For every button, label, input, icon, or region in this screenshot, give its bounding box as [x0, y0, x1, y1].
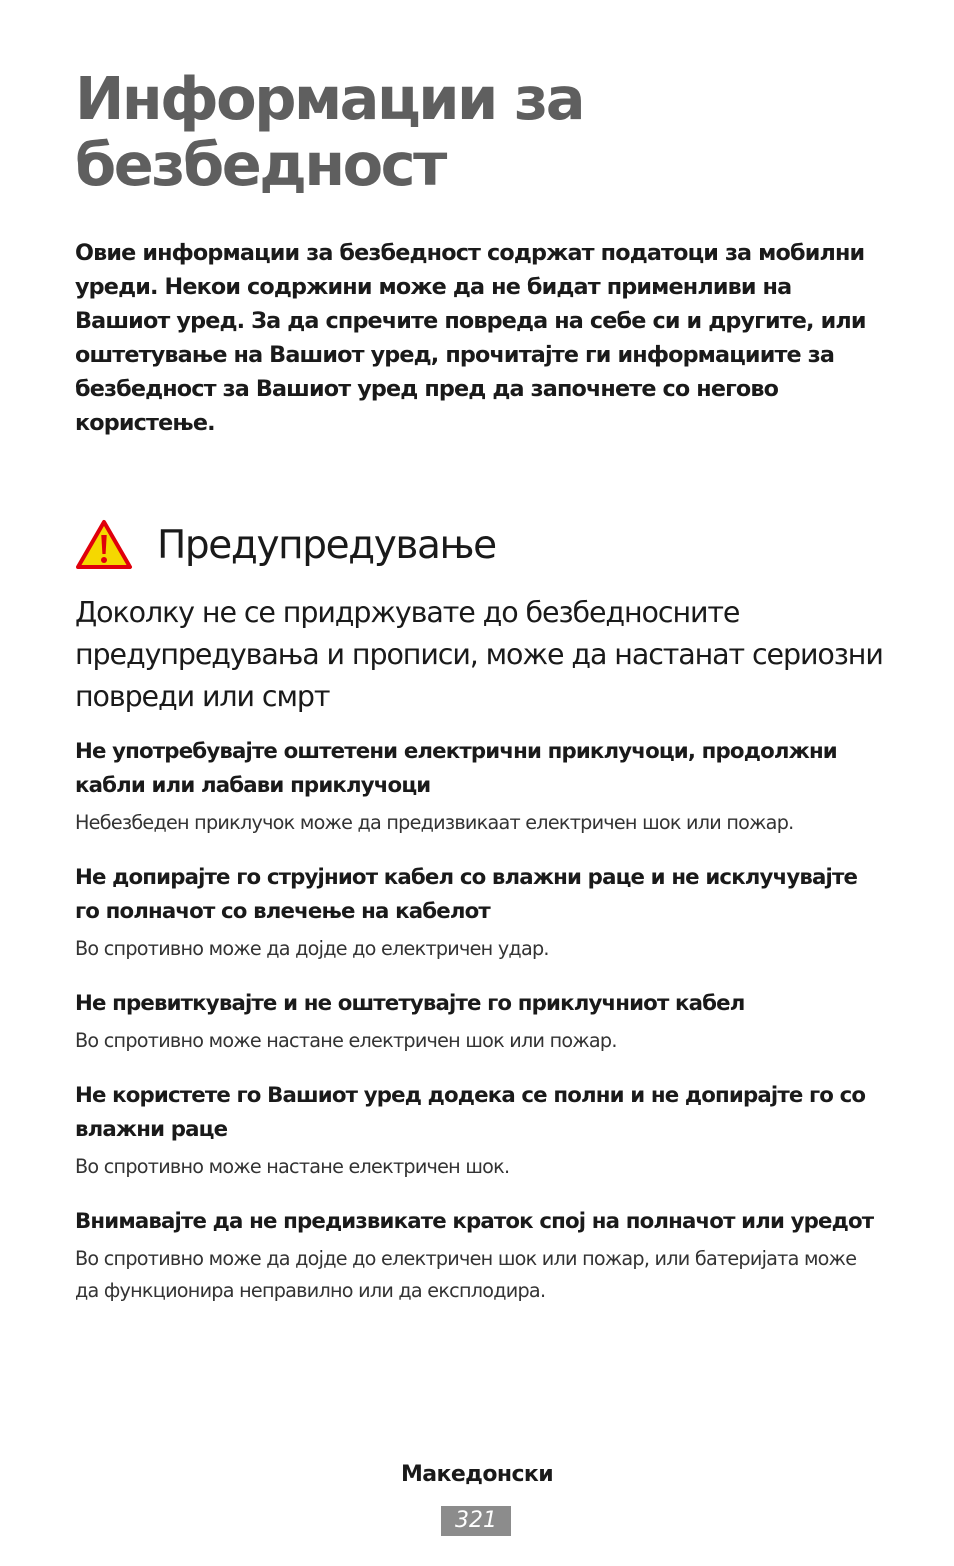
- page-title-line1: Информации за: [75, 64, 584, 133]
- safety-rule: [75, 1079, 885, 1183]
- rule-body: Во спротивно може да дојде до електричен шок или пожар, или батеријата може да функционира неправилно или да експлодира.: [75, 1247, 857, 1302]
- rule-body: Во спротивно може настане електричен шок или пожар.: [75, 1029, 617, 1052]
- warning-heading: Предупредување: [157, 522, 496, 568]
- rule-title: Не превиткувајте и не оштетувајте го приклучниот кабел: [75, 991, 745, 1016]
- warning-section-header: [75, 510, 496, 580]
- warning-triangle-icon: [75, 519, 133, 571]
- rule-title: Не употребувајте оштетени електрични приклучоци, продолжни кабли или лабави приклучоци: [75, 739, 837, 798]
- safety-rule: [75, 861, 885, 965]
- safety-rules-list: [75, 735, 885, 1307]
- safety-rule: [75, 1205, 885, 1307]
- page-title: [75, 66, 875, 198]
- rule-body: Небезбеден приклучок може да предизвикаат електричен шок или пожар.: [75, 811, 794, 834]
- rule-body: Во спротивно може да дојде до електричен удар.: [75, 937, 549, 960]
- warning-subheading: Доколку не се придржувате до безбедносните предупредувања и прописи, може да настанат сериозни повреди или смрт: [75, 596, 883, 713]
- rule-body: Во спротивно може настане електричен шок.: [75, 1155, 510, 1178]
- rule-title: Не допирајте го струјниот кабел со влажни раце и не исклучувајте го полначот со влечење на кабелот: [75, 865, 858, 924]
- rule-title: Внимавајте да не предизвикате краток спој на полначот или уредот: [75, 1209, 874, 1234]
- footer-language: Македонски: [400, 1462, 554, 1487]
- safety-rule: [75, 735, 885, 839]
- intro-paragraph: Овие информации за безбедност содржат податоци за мобилни уреди. Некои содржини може да не бидат применливи на Вашиот уред. За да спречите повреда на себе си и другите, или оштетување на Вашиот уред, прочитајте ги информациите за безбедност за Вашиот уред пред да започнете со негово користење.: [75, 240, 866, 436]
- page-number: 321: [441, 1506, 511, 1536]
- safety-rule: [75, 987, 885, 1057]
- rule-title: Не користете го Вашиот уред додека се полни и не допирајте го со влажни раце: [75, 1083, 866, 1142]
- page-title-line2: безбедност: [75, 130, 445, 199]
